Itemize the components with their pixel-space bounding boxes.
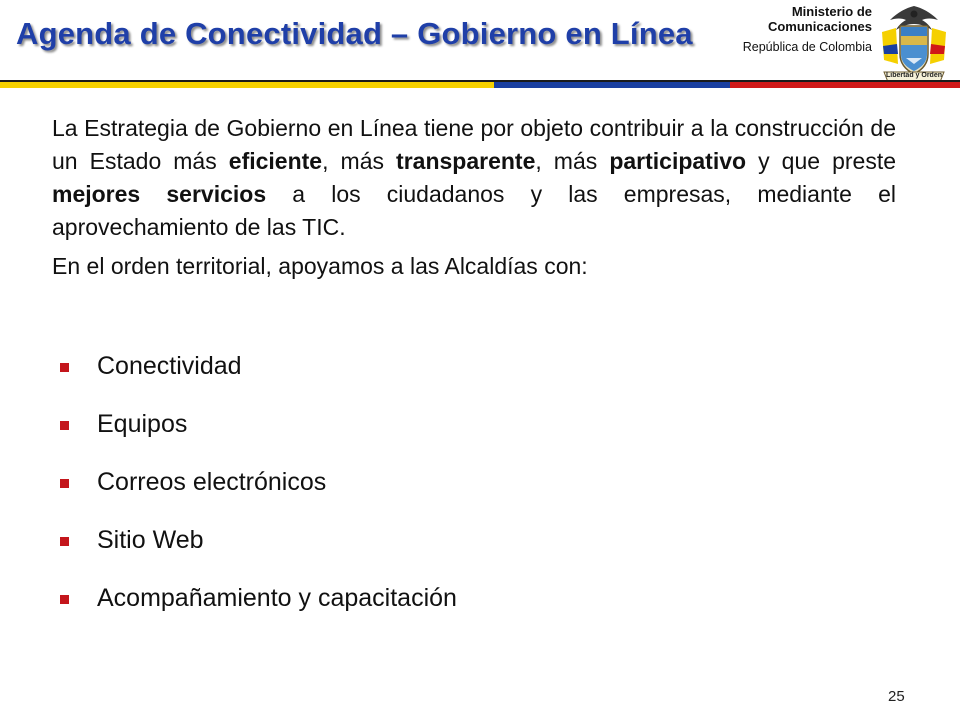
square-bullet-icon bbox=[60, 537, 69, 546]
page-number: 25 bbox=[888, 688, 905, 705]
body-text bbox=[52, 112, 896, 283]
square-bullet-icon bbox=[60, 595, 69, 604]
flag-stripe-blue bbox=[494, 82, 730, 88]
ministry-name-line2: Comunicaciones bbox=[767, 19, 872, 34]
text-segment: , más bbox=[322, 148, 397, 174]
motto-text: Libertad y Orden bbox=[885, 72, 942, 79]
emphasis-eficiente: eficiente bbox=[228, 148, 323, 174]
list-item-label: Acompañamiento y capacitación bbox=[97, 584, 457, 612]
square-bullet-icon bbox=[60, 479, 69, 488]
ministry-block bbox=[743, 4, 872, 55]
list-item bbox=[60, 352, 457, 410]
intro-paragraph bbox=[52, 112, 896, 244]
emphasis-participativo: participativo bbox=[609, 148, 747, 174]
flag-stripe-yellow bbox=[0, 82, 494, 88]
list-item bbox=[60, 468, 457, 526]
list-item bbox=[60, 410, 457, 468]
header-divider bbox=[0, 80, 960, 89]
flag-stripe-red bbox=[730, 82, 960, 88]
emphasis-mejores-servicios: mejores servicios bbox=[52, 181, 267, 207]
emphasis-transparente: transparente bbox=[396, 148, 536, 174]
territorial-paragraph: En el orden territorial, apoyamos a las Alcaldías con: bbox=[52, 253, 588, 279]
slide-title: Agenda de Conectividad – Gobierno en Línea bbox=[16, 16, 693, 51]
text-segment: y que preste bbox=[746, 148, 897, 174]
ministry-name-line1: Ministerio de bbox=[791, 4, 872, 19]
square-bullet-icon bbox=[60, 363, 69, 372]
list-item-label: Correos electrónicos bbox=[97, 468, 327, 496]
list-item-label: Conectividad bbox=[97, 352, 242, 380]
country-name: República de Colombia bbox=[742, 40, 872, 54]
list-item-label: Sitio Web bbox=[97, 526, 204, 554]
list-item-label: Equipos bbox=[97, 410, 188, 438]
list-item bbox=[60, 584, 457, 642]
square-bullet-icon bbox=[60, 421, 69, 430]
bullet-list bbox=[60, 352, 457, 642]
text-segment: La Estrategia de Gobierno en Línea tiene por objeto contribuir a la construcción de un Estado más bbox=[52, 115, 896, 174]
text-segment: a los ciudadanos y las empresas, mediante el aprovechamiento de las TIC. bbox=[52, 181, 896, 240]
list-item bbox=[60, 526, 457, 584]
text-segment: , más bbox=[535, 148, 610, 174]
